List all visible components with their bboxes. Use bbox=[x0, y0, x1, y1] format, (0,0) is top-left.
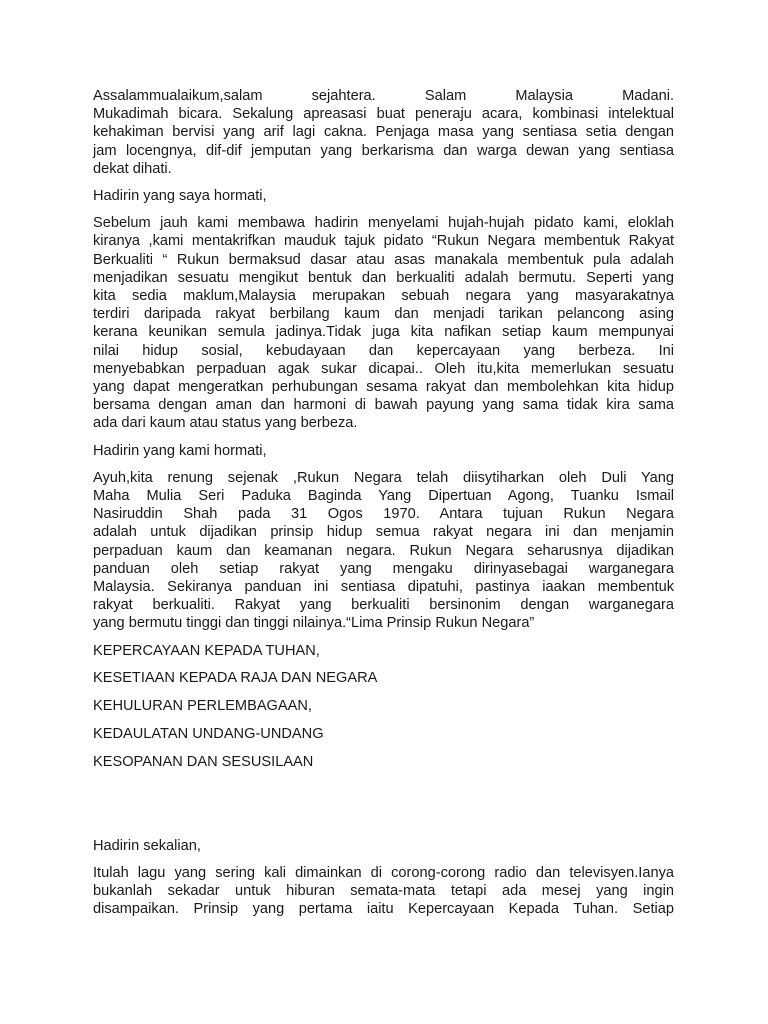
text-line: bukanlah sekadar untuk hiburan semata-mata tetapi ada mesej yang ingin bbox=[93, 883, 674, 900]
greeting-saya: Hadirin yang saya hormati, bbox=[93, 188, 267, 205]
text-line: bersama dengan aman dan harmoni di bawah payung yang sama tidak kira sama bbox=[93, 397, 674, 414]
text-line: disampaikan. Prinsip yang pertama iaitu Kepercayaan Kepada Tuhan. Setiap bbox=[93, 901, 674, 918]
text-line: yang bermutu tinggi dan tinggi nilainya.“Lima Prinsip Rukun Negara” bbox=[93, 615, 535, 632]
text-line: Malaysia. Sekiranya panduan ini sentiasa dipatuhi, pastinya iaakan membentuk bbox=[93, 579, 674, 596]
definition-paragraph bbox=[93, 214, 674, 432]
text-line: kiranya ,kami mentakrifkan mauduk tajuk pidato “Rukun Negara membentuk Rakyat bbox=[93, 233, 674, 250]
principle-5: KESOPANAN DAN SESUSILAAN bbox=[93, 753, 314, 770]
text-line: Assalammualaikum,salam sejahtera. Salam Malaysia Madani. bbox=[93, 88, 674, 104]
text-line: menjadikan sesuatu mengikut bentuk dan berkualiti adalah bermutu. Seperti yang bbox=[93, 269, 674, 286]
text-line: panduan oleh setiap rakyat yang mengaku dirinyasebagai warganegara bbox=[93, 560, 674, 577]
text-line: Ayuh,kita renung sejenak ,Rukun Negara telah diisytiharkan oleh Duli Yang bbox=[93, 469, 674, 486]
text-line: Nasiruddin Shah pada 31 Ogos 1970. Antara tujuan Rukun Negara bbox=[93, 506, 674, 523]
principle-4: KEDAULATAN UNDANG-UNDANG bbox=[93, 726, 324, 743]
text-line: nilai hidup sosial, kebudayaan dan kepercayaan yang berbeza. Ini bbox=[93, 342, 674, 359]
text-line: adalah untuk dijadikan prinsip hidup semua rakyat negara ini dan menjamin bbox=[93, 524, 674, 541]
text-line: ada dari kaum atau status yang berbeza. bbox=[93, 415, 358, 432]
closing-paragraph bbox=[93, 864, 674, 919]
blank-space bbox=[93, 781, 674, 837]
text-line: terdiri daripada rakyat berbilang kaum dan menjadi tarikan pelancong asing bbox=[93, 306, 674, 323]
rukun-negara-paragraph bbox=[93, 469, 674, 633]
text-line: Mukadimah bicara. Sekalung apreasasi buat peneraju acara, kombinasi intelektual bbox=[93, 106, 674, 123]
text-line: kerana keunikan semula jadinya.Tidak juga kita nafikan setiap kaum mempunyai bbox=[93, 324, 674, 341]
principle-3: KEHULURAN PERLEMBAGAAN, bbox=[93, 698, 312, 715]
principle-2: KESETIAAN KEPADA RAJA DAN NEGARA bbox=[93, 670, 378, 687]
greeting-kami: Hadirin yang kami hormati, bbox=[93, 442, 267, 459]
text-line: Itulah lagu yang sering kali dimainkan di corong-corong radio dan televisyen.Ianya bbox=[93, 864, 674, 881]
text-line: jam locengnya, dif-dif jemputan yang berkarisma dan warga dewan yang sentiasa bbox=[93, 142, 674, 159]
text-line: Berkualiti “ Rukun bermaksud dasar atau asas manakala membentuk pula adalah bbox=[93, 251, 674, 268]
greeting-sekalian: Hadirin sekalian, bbox=[93, 837, 201, 854]
text-line: Sebelum jauh kami membawa hadirin menyelami hujah-hujah pidato kami, eloklah bbox=[93, 215, 674, 232]
text-line: kehakiman bervisi yang arif lagi cakna. Penjaga masa yang sentiasa setia dengan bbox=[93, 124, 674, 141]
text-line: yang dapat mengeratkan perhubungan sesama rakyat dan membolehkan kita hidup bbox=[93, 379, 674, 396]
principle-1: KEPERCAYAAN KEPADA TUHAN, bbox=[93, 642, 320, 659]
text-line: perpaduan kaum dan keamanan negara. Rukun Negara seharusnya dijadikan bbox=[93, 542, 674, 559]
text-line: menyebabkan perpaduan agak sukar dicapai.. Oleh itu,kita memerlukan sesuatu bbox=[93, 360, 674, 377]
opening-paragraph bbox=[93, 87, 674, 178]
text-line: kita sedia maklum,Malaysia merupakan sebuah negara yang masyarakatnya bbox=[93, 288, 674, 305]
text-line: dekat dihati. bbox=[93, 160, 172, 177]
text-line: Maha Mulia Seri Paduka Baginda Yang Dipertuan Agong, Tuanku Ismail bbox=[93, 488, 674, 505]
text-line: rakyat berkualiti. Rakyat yang berkualiti bersinonim dengan warganegara bbox=[93, 597, 674, 614]
